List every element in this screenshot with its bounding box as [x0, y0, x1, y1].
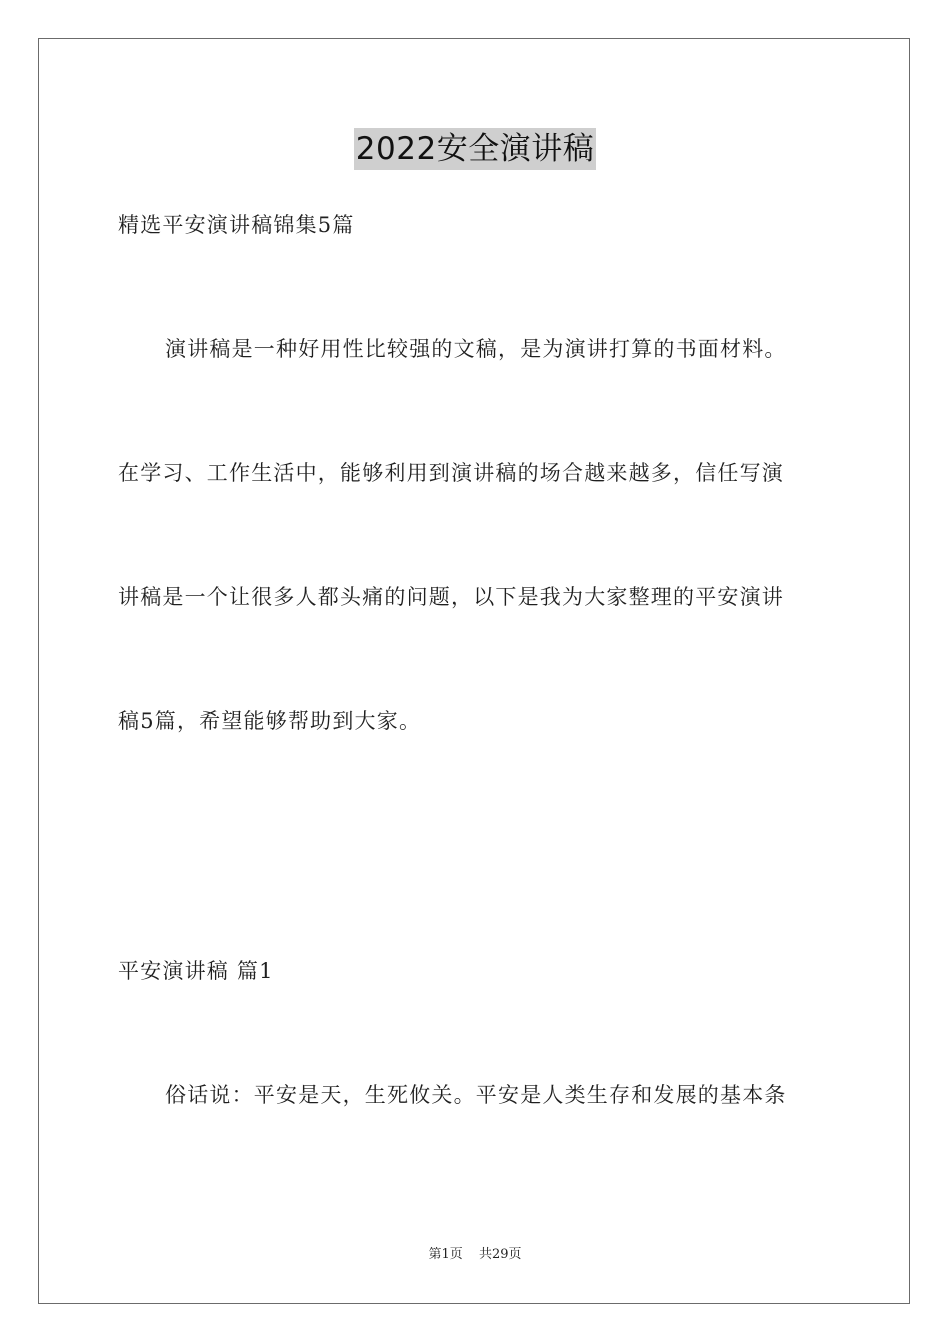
document-subtitle: 精选平安演讲稿锦集5篇 — [118, 213, 355, 237]
page-number: 第1页 — [428, 1247, 463, 1262]
section-heading: 平安演讲稿 篇1 — [118, 959, 274, 983]
intro-line-1: 演讲稿是一种好用性比较强的文稿，是为演讲打算的书面材料。 — [165, 337, 787, 361]
page-total: 共29页 — [478, 1247, 522, 1262]
intro-line-2: 在学习、工作生活中，能够利用到演讲稿的场合越来越多，信任写演 — [118, 461, 784, 485]
title-container — [0, 128, 950, 170]
intro-line-3: 讲稿是一个让很多人都头痛的问题，以下是我为大家整理的平安演讲 — [118, 585, 784, 609]
intro-line-4: 稿5篇，希望能够帮助到大家。 — [118, 709, 422, 733]
document-title: 2022安全演讲稿 — [354, 128, 596, 170]
section-line-1: 俗话说：平安是天，生死攸关。平安是人类生存和发展的基本条 — [165, 1083, 787, 1107]
page-footer — [0, 1246, 950, 1264]
